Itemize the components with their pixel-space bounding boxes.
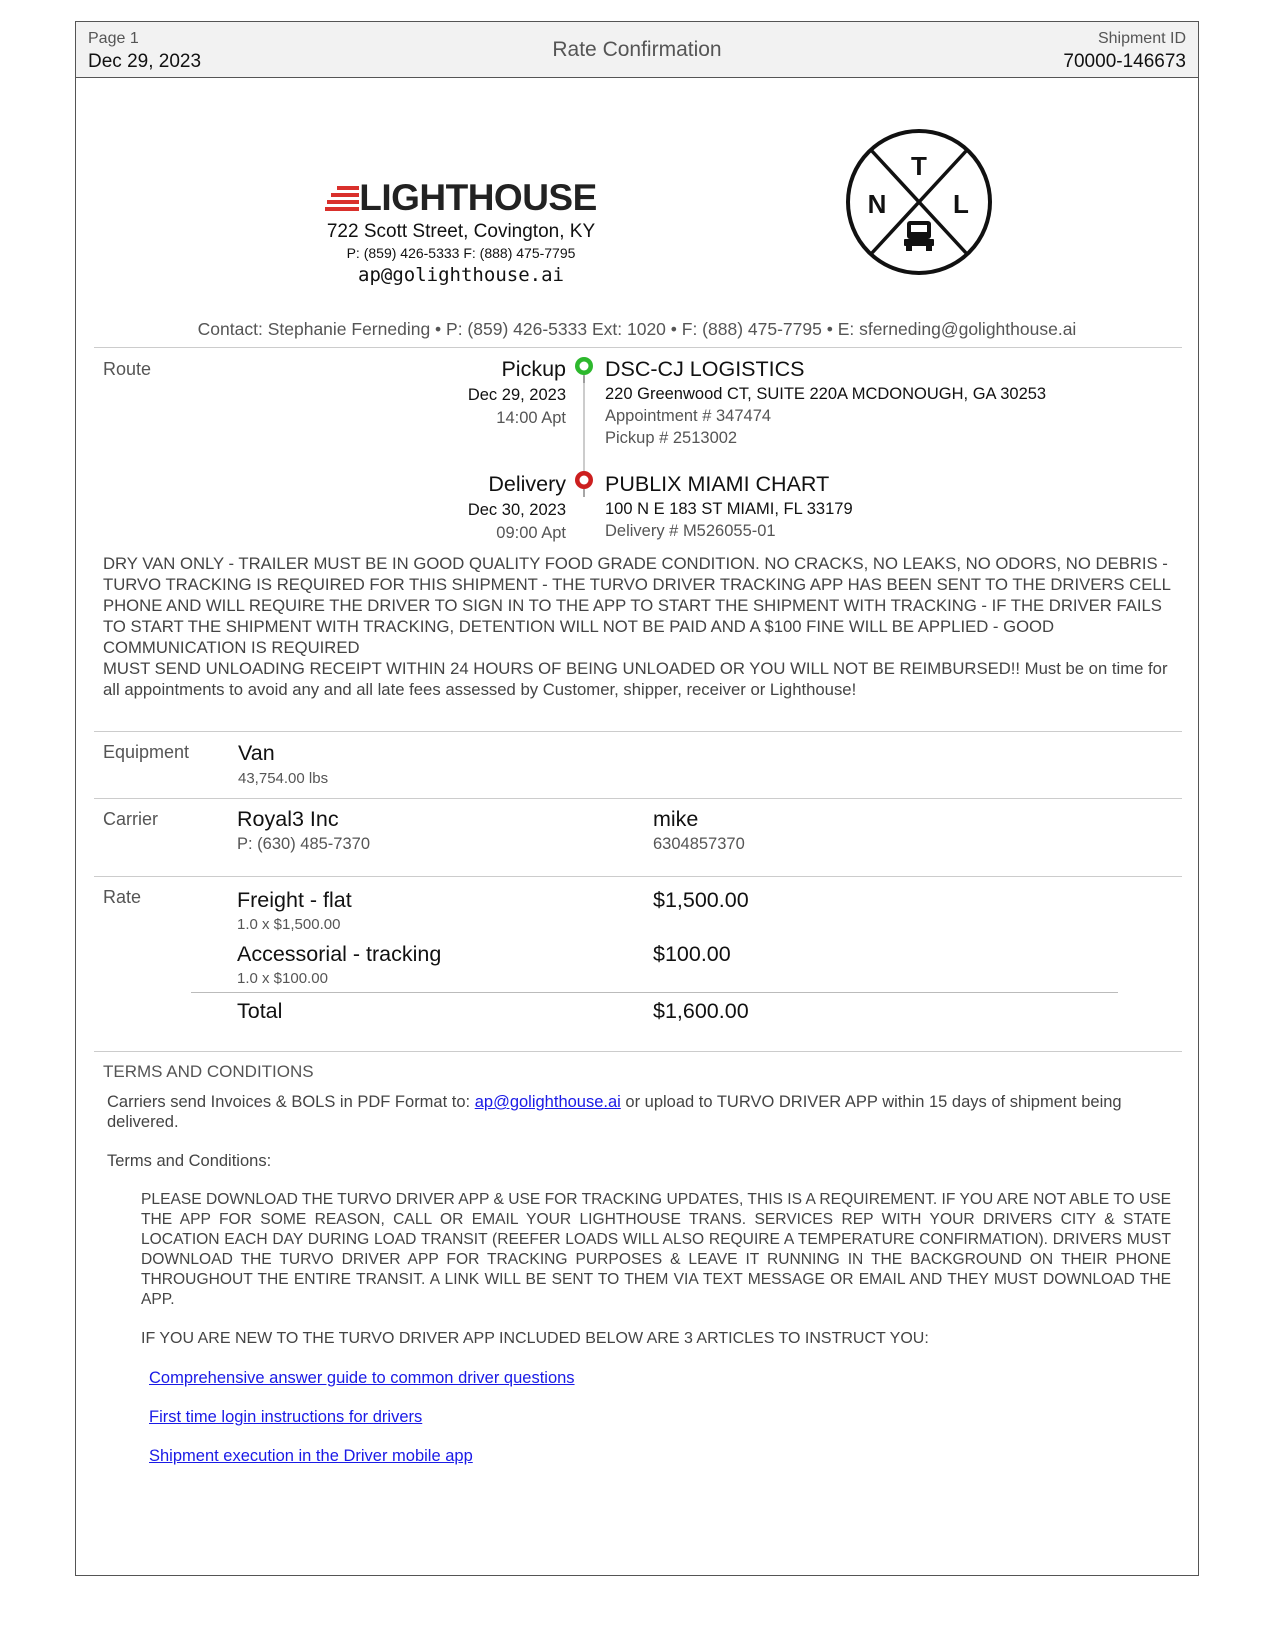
pickup-details: [605, 357, 1046, 448]
pickup-name: DSC-CJ LOGISTICS: [605, 357, 805, 381]
invoice-email-link[interactable]: ap@golighthouse.ai: [474, 1093, 621, 1111]
logo-stripes-icon: [325, 184, 359, 212]
badge-letter-top: T: [911, 151, 927, 181]
badge-letter-right: L: [953, 189, 969, 219]
pickup-address: 220 Greenwood CT, SUITE 220A MCDONOUGH, GA 30253: [605, 385, 1047, 403]
pickup-number: Pickup # 2513002: [605, 429, 738, 447]
document-date: Dec 29, 2023: [88, 51, 202, 72]
invoice-text-pre: Carriers send Invoices & BOLS in PDF Format to:: [107, 1093, 475, 1111]
delivery-details: [605, 472, 853, 541]
pickup-appointment: Appointment # 347474: [605, 407, 772, 425]
driver-name: mike: [653, 807, 699, 831]
shipment-id: 70000-146673: [1063, 51, 1186, 72]
contact-line: Contact: Stephanie Ferneding • P: (859) 426-5333 Ext: 1020 • F: (888) 475-7795 • E: sferneding@golighthouse.ai: [197, 319, 1077, 339]
divider: [94, 798, 1182, 799]
terms-paragraph: PLEASE DOWNLOAD THE TURVO DRIVER APP & USE FOR TRACKING UPDATES, THIS IS A REQUIREMENT. IF YOU ARE NOT ABLE TO USE THE APP FOR SOME REASON, CALL OR EMAIL YOUR LIGHTHOUSE TRANS. SERVICES REP WITH YOUR DRIVERS CITY & STATE LOCATION EACH DAY DURING LOAD TRANSIT (REEFER LOADS WILL ALSO REQUIRE A TEMPERATURE CONFIRMATION). DRIVERS MUST DOWNLOAD THE TURVO DRIVER APP FOR TRACKING PURPOSES & LEAVE IT RUNNING IN THE BACKGROUND ON THEIR PHONE THROUGHOUT THE ENTIRE TRANSIT. A LINK WILL BE SENT TO THEM VIA TEXT MESSAGE OR EMAIL AND THEY MUST DOWNLOAD THE APP.: [141, 1191, 1171, 1308]
rate-line-name: Freight - flat: [237, 888, 352, 912]
ntl-badge-graphic: [844, 127, 994, 277]
company-logo: [325, 177, 597, 219]
shipment-id-label: Shipment ID: [1097, 30, 1186, 47]
badge-letter-left: N: [867, 189, 887, 219]
route-timeline: [572, 354, 596, 524]
driver-phone: 6304857370: [653, 835, 745, 853]
article-link-driver-questions[interactable]: Comprehensive answer guide to common driver questions: [149, 1369, 575, 1387]
carrier-label: Carrier: [103, 809, 159, 829]
delivery-type: Delivery: [488, 472, 566, 496]
route-label: Route: [103, 359, 152, 379]
divider: [94, 1051, 1182, 1052]
rate-line-name: Accessorial - tracking: [237, 942, 442, 966]
pickup-type: Pickup: [501, 357, 566, 381]
delivery-block: [406, 472, 566, 543]
page-header: [76, 22, 1198, 78]
terms-heading: TERMS AND CONDITIONS: [103, 1062, 314, 1081]
delivery-time: 09:00 Apt: [496, 524, 566, 542]
equipment-details: [238, 741, 328, 787]
rate-line-amount: $100.00: [653, 942, 731, 966]
divider: [94, 347, 1182, 348]
article-link-first-login[interactable]: First time login instructions for drivers: [149, 1408, 423, 1426]
carrier-phone: P: (630) 485-7370: [237, 835, 371, 853]
rate-line: [237, 888, 352, 933]
terms-subheading: Terms and Conditions:: [107, 1152, 272, 1170]
company-phones: P: (859) 426-5333 F: (888) 475-7795: [346, 245, 576, 261]
total-divider: [191, 992, 1118, 993]
page-title: Rate Confirmation: [552, 38, 722, 61]
pickup-time: 14:00 Apt: [496, 409, 566, 427]
company-address: 722 Scott Street, Covington, KY: [326, 221, 596, 242]
equipment-label: Equipment: [103, 742, 190, 762]
rate-line-calc: 1.0 x $100.00: [237, 970, 328, 987]
articles-intro: IF YOU ARE NEW TO THE TURVO DRIVER APP INCLUDED BELOW ARE 3 ARTICLES TO INSTRUCT YOU:: [141, 1330, 929, 1347]
company-name: LIGHTHOUSE: [359, 177, 597, 218]
total-label: Total: [237, 999, 283, 1023]
rate-line-calc: 1.0 x $1,500.00: [237, 916, 341, 933]
article-link-shipment-execution[interactable]: Shipment execution in the Driver mobile app: [149, 1447, 473, 1465]
equipment-type: Van: [238, 741, 275, 765]
delivery-marker-icon: [575, 471, 593, 497]
route-notes: DRY VAN ONLY - TRAILER MUST BE IN GOOD QUALITY FOOD GRADE CONDITION. NO CRACKS, NO LEAKS, NO ODORS, NO DEBRIS - TURVO TRACKING IS REQUIRED FOR THIS SHIPMENT - THE TURVO DRIVER TRACKING APP HAS BEEN SENT TO THE DRIVERS CELL PHONE AND WILL REQUIRE THE DRIVER TO SIGN IN TO THE APP TO START THE SHIPMENT WITH TRACKING - IF THE DRIVER FAILS TO START THE SHIPMENT WITH TRACKING, DETENTION WILL NOT BE PAID AND A $100 FINE WILL BE APPLIED - GOOD COMMUNICATION IS REQUIRED MUST SEND UNLOADING RECEIPT WITHIN 24 HOURS OF BEING UNLOADED OR YOU WILL NOT BE REIMBURSED!! Must be on time for all appointments to avoid any and all late fees assessed by Customer, shipper, receiver or Lighthouse!: [103, 554, 1171, 699]
total-amount: $1,600.00: [653, 999, 749, 1023]
delivery-date: Dec 30, 2023: [467, 501, 566, 519]
page-number: Page 1: [88, 30, 139, 47]
rate-confirmation-page: [75, 21, 1199, 1576]
rate-line-amount: $1,500.00: [653, 888, 749, 912]
delivery-address: 100 N E 183 ST MIAMI, FL 33179: [605, 500, 853, 518]
company-email: ap@golighthouse.ai: [358, 264, 564, 286]
truck-icon: [904, 221, 934, 251]
rate-line: [237, 942, 441, 987]
divider: [94, 731, 1182, 732]
invoice-instructions: [107, 1092, 1167, 1132]
rate-label: Rate: [103, 887, 142, 907]
divider: [94, 876, 1182, 877]
delivery-number: Delivery # M526055-01: [605, 522, 776, 540]
driver-details: [653, 807, 745, 854]
delivery-name: PUBLIX MIAMI CHART: [605, 472, 830, 496]
carrier-details: [237, 807, 370, 854]
company-logo-block: [301, 177, 621, 286]
invoice-text-post: or upload to TURVO DRIVER APP within 15 days of shipment being delivered.: [107, 1093, 1122, 1131]
ntl-badge: [844, 127, 994, 282]
pickup-date: Dec 29, 2023: [467, 386, 566, 404]
equipment-weight: 43,754.00 lbs: [238, 770, 329, 787]
pickup-block: [406, 357, 566, 428]
pickup-marker-icon: [575, 357, 593, 383]
carrier-name: Royal3 Inc: [237, 807, 339, 831]
